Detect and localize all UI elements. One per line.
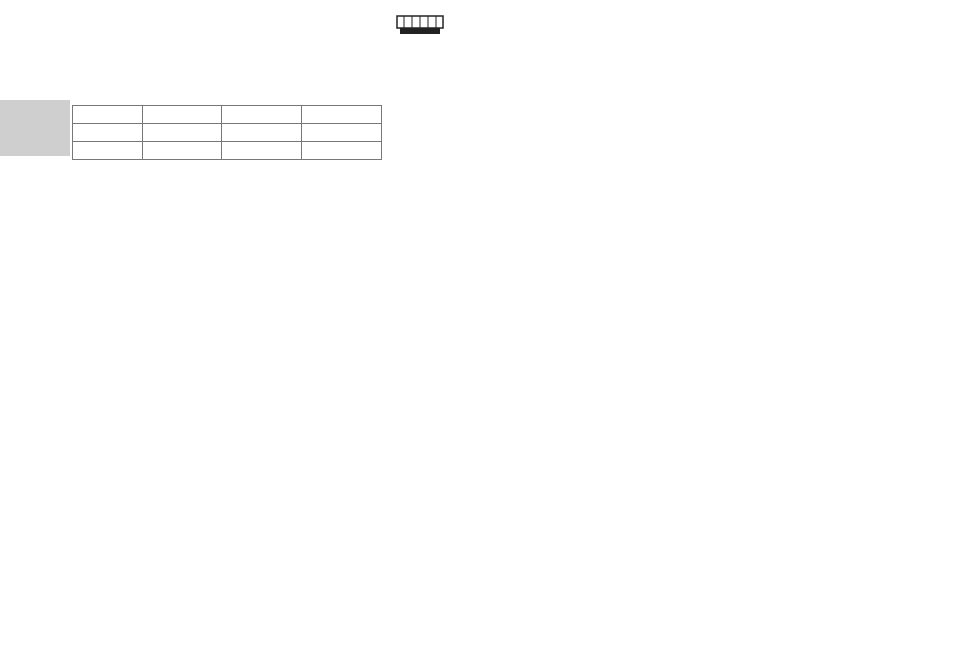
tote-icon xyxy=(396,10,444,43)
odds-table xyxy=(72,105,492,160)
time-block xyxy=(0,100,70,156)
